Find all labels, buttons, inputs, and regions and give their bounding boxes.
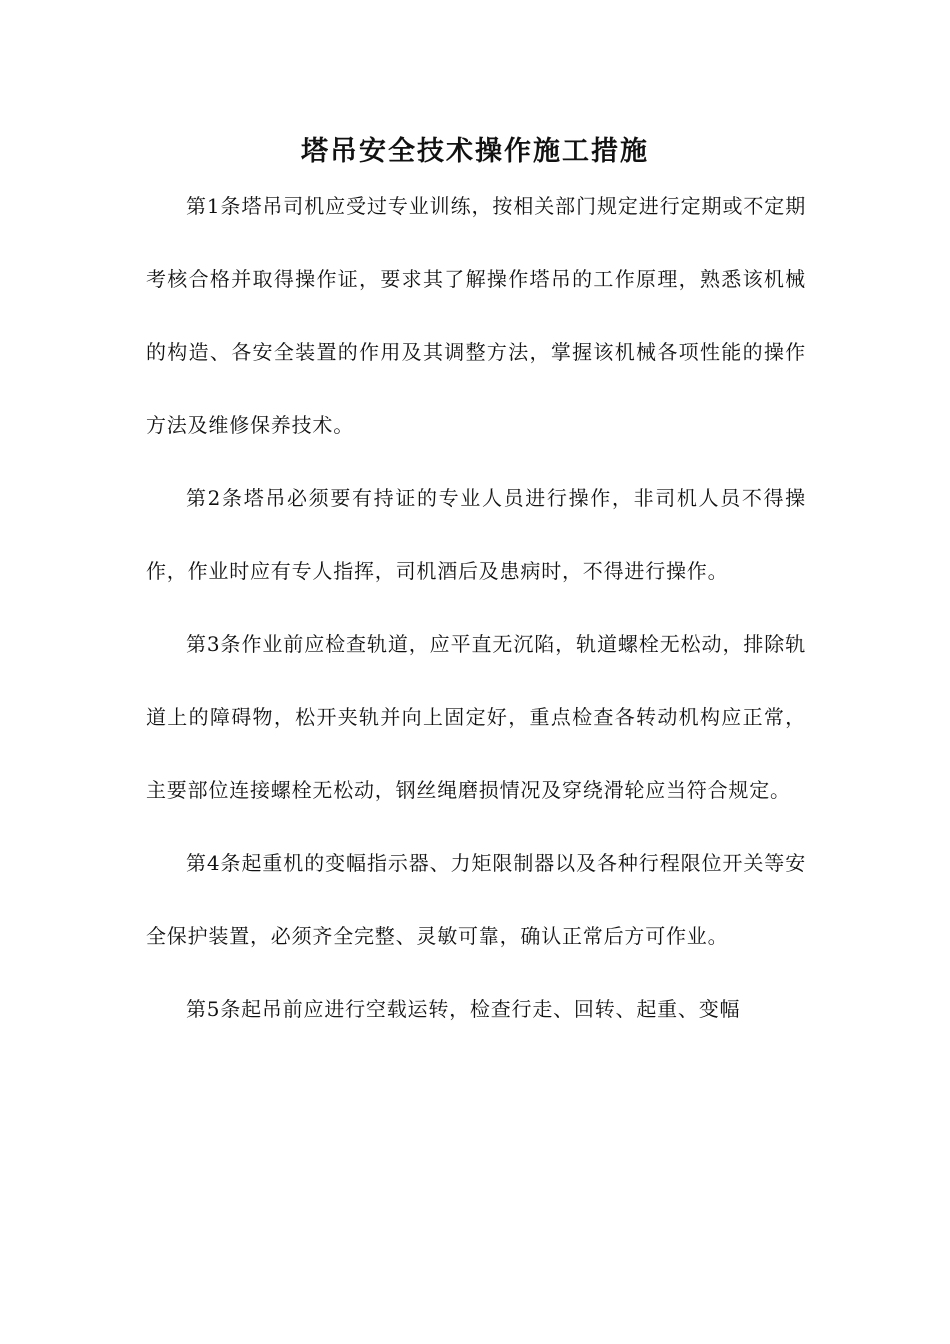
document-title: 塔吊安全技术操作施工措施 — [301, 136, 649, 167]
paragraph-article-1: 第1条塔吊司机应受过专业训练，按相关部门规定进行定期或不定期考核合格并取得操作证，要求其了解操作塔吊的工作原理，熟悉该机械的构造、各安全装置的作用及其调整方法，掌握该机械各项性能的操作方法及维修保养技术。 — [146, 194, 806, 437]
paragraph-article-4: 第4条起重机的变幅指示器、力矩限制器以及各种行程限位开关等安全保护装置，必须齐全完整、灵敏可靠，确认正常后方可作业。 — [146, 851, 806, 948]
paragraph-article-5: 第5条起吊前应进行空载运转，检查行走、回转、起重、变幅 — [186, 997, 741, 1021]
paragraph-article-2: 第2条塔吊必须要有持证的专业人员进行操作，非司机人员不得操作，作业时应有专人指挥，司机酒后及患病时，不得进行操作。 — [146, 486, 806, 583]
document-body — [146, 170, 806, 1046]
paragraph-article-3: 第3条作业前应检查轨道，应平直无沉陷，轨道螺栓无松动，排除轨道上的障碍物，松开夹轨并向上固定好，重点检查各转动机构应正常，主要部位连接螺栓无松动，钢丝绳磨损情况及穿绕滑轮应当符合规定。 — [146, 632, 806, 802]
